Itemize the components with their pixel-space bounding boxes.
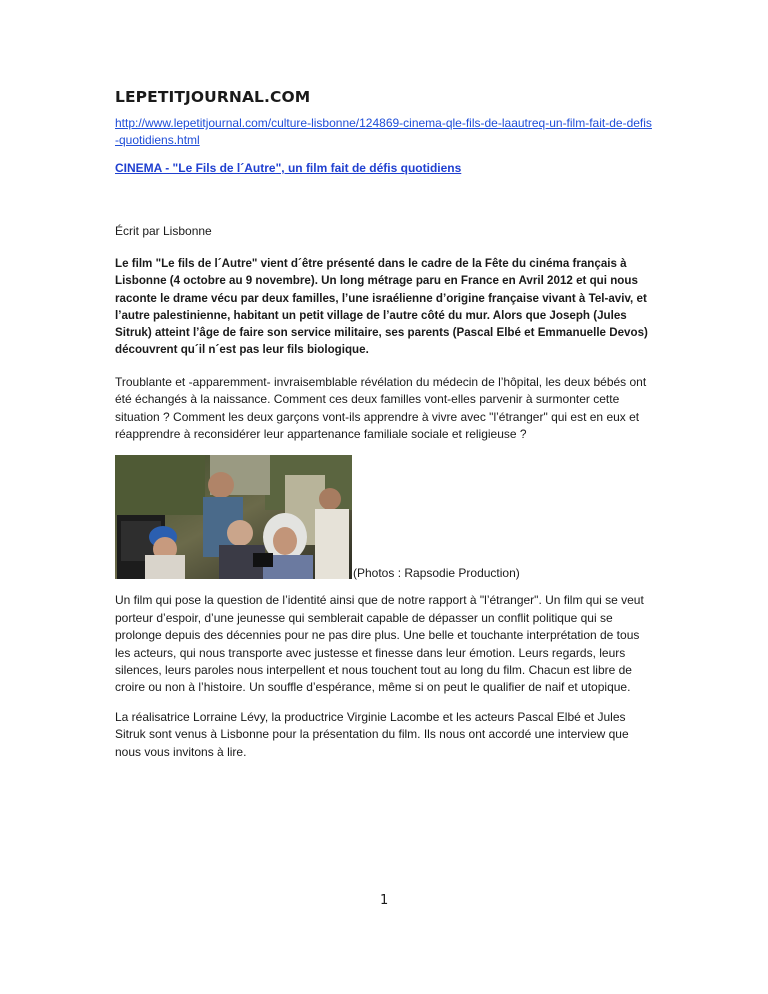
article-title-link[interactable]: CINEMA - "Le Fils de l´Autre", un film fait de défis quotidiens — [115, 161, 462, 175]
document-page — [115, 88, 655, 773]
page-number: 1 — [380, 893, 389, 908]
photo-figure — [115, 455, 655, 579]
source-url-link[interactable]: http://www.lepetitjournal.com/culture-lisbonne/124869-cinema-qle-fils-de-laautreq-un-film-fait-de-defis-quotidiens.html — [115, 116, 652, 147]
body-paragraph-2: Un film qui pose la question de l’identité ainsi que de notre rapport à "l’étranger". Un film qui se veut porteur d’espoir, d’une jeunesse qui semblerait capable de dépasser un conflit politique qui se prolonge depuis des décennies pour ne pas dire plus. Une belle et touchante interprétation de tous les acteurs, qui nous transporte avec justesse et finesse dans leur émotion. Leurs regards, leurs silences, leurs paroles nous interpellent et nous touchent tout au long du film. Chacun est libre de croire ou non à l’histoire. Un souffle d’espérance, même si on peut le qualifier de naif et utopique. — [115, 593, 644, 695]
body-paragraph-3: La réalisatrice Lorraine Lévy, la productrice Virginie Lacombe et les acteurs Pascal Elbé et Jules Sitruk sont venus à Lisbonne pour la présentation du film. Ils nous ont accordé une interview que nous vous invitons à lire. — [115, 709, 629, 759]
photo-caption: (Photos : Rapsodie Production) — [353, 566, 520, 581]
film-set-photo — [115, 455, 352, 579]
site-title: LEPETITJOURNAL.COM — [115, 88, 311, 106]
author-line: Écrit par Lisbonne — [115, 224, 212, 238]
body-paragraph-1: Troublante et -apparemment- invraisemblable révélation du médecin de l’hôpital, les deux bébés ont été échangés à la naissance. Comment ces deux familles vont-elles parvenir à surmonter cette situation ? Comment les deux garçons vont-ils apprendre à vivre avec "l’étranger" qui est en eux et réapprendre à reconsidérer leur appartenance familiale sociale et religieuse ? — [115, 374, 647, 441]
lead-paragraph: Le film "Le fils de l´Autre" vient d´être présenté dans le cadre de la Fête du cinéma français à Lisbonne (4 octobre au 9 novembre). Un long métrage paru en France en Avril 2012 et qui nous raconte le drame vécu par deux familles, l’une israélienne d’origine française vivant à Tel-aviv, et l’autre palestinienne, habitant un petit village de l’autre côté du mur. Alors que Joseph (Jules Sitruk) atteint l’âge de faire son service militaire, ses parents (Pascal Elbé et Emmanuelle Devos) découvrent qu´il n´est pas leur fils biologique. — [115, 257, 648, 357]
